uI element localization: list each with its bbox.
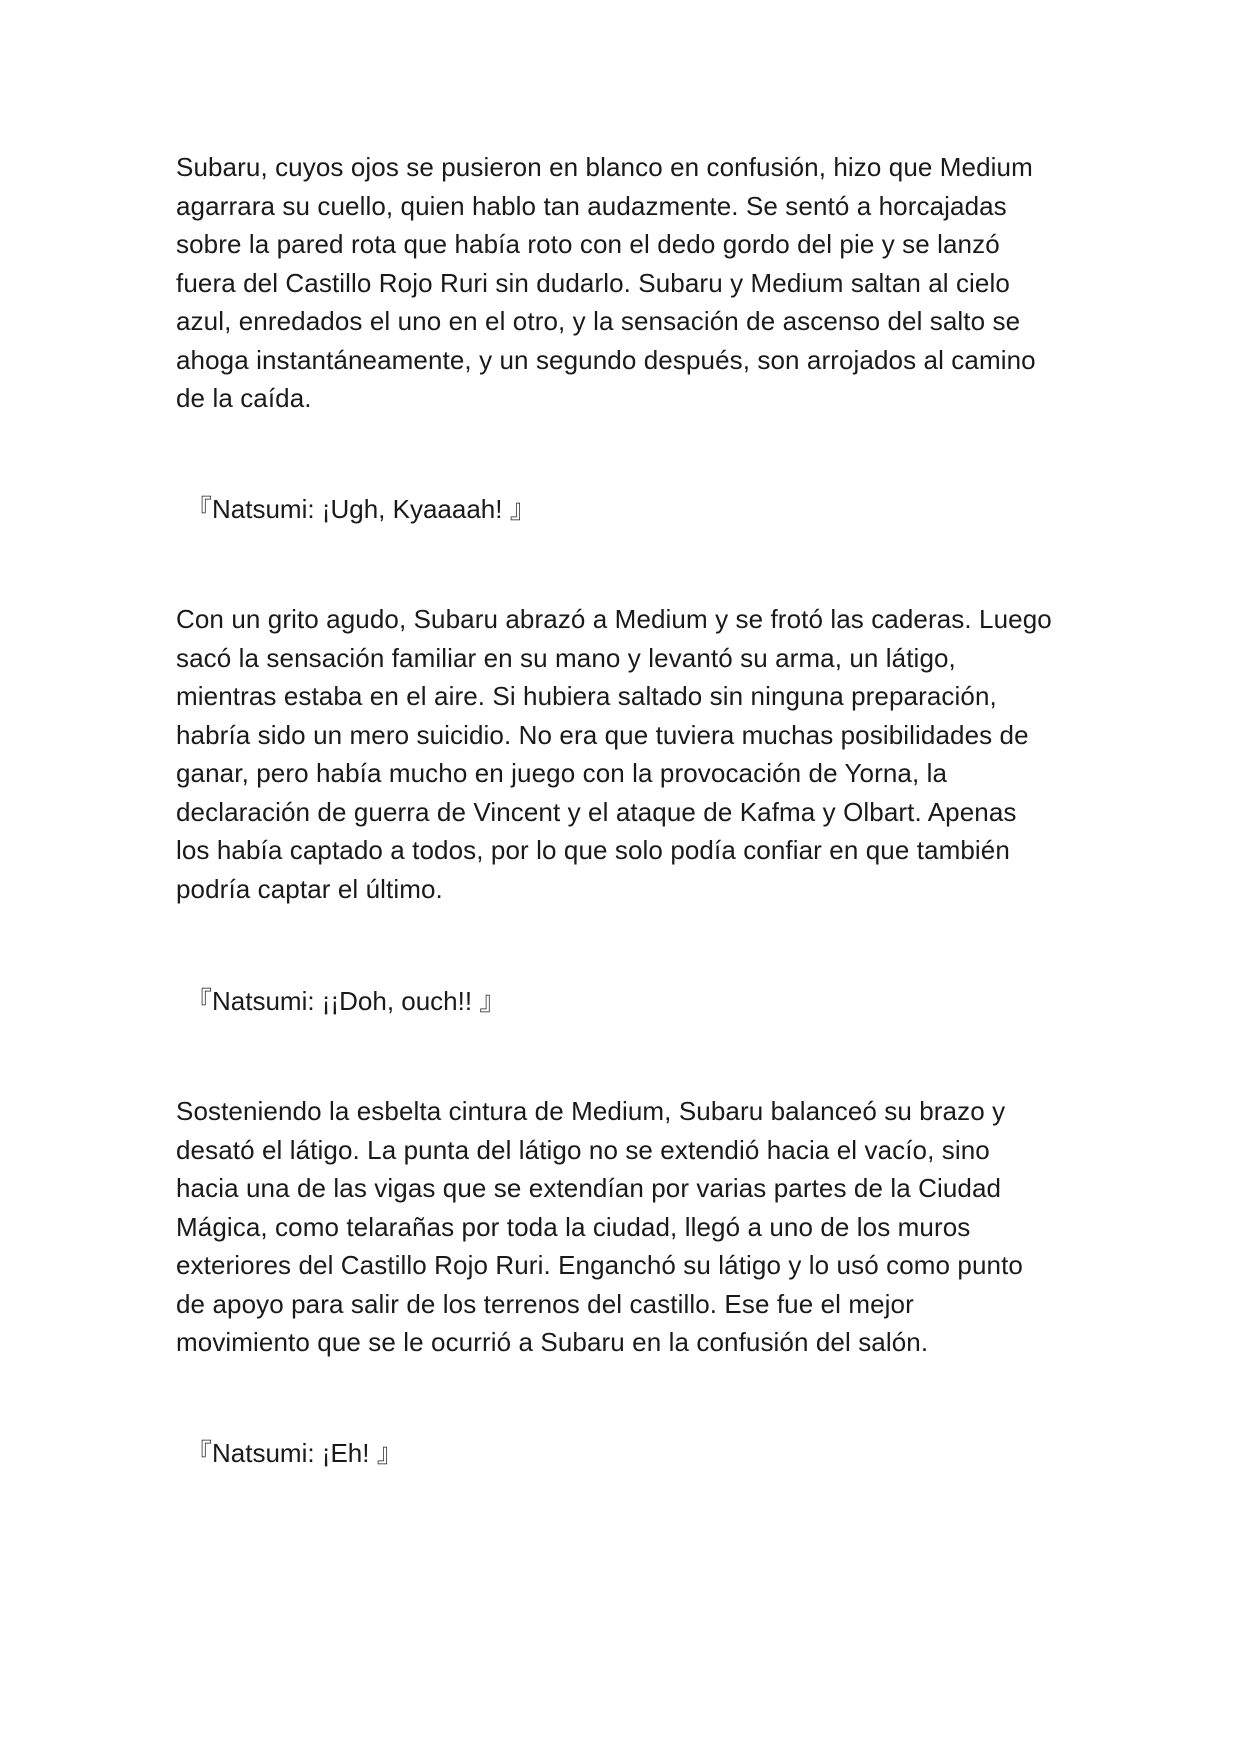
paragraph-line: sacó la sensación familiar en su mano y levantó su arma, un látigo, xyxy=(176,642,956,673)
paragraph-line: podría captar el último. xyxy=(176,873,443,904)
paragraph-line: azul, enredados el uno en el otro, y la sensación de ascenso del salto se xyxy=(176,306,1021,336)
paragraph-line: agarrara su cuello, quien hablo tan audazmente. Se sentó a horcajadas xyxy=(176,190,1007,221)
paragraph-2 xyxy=(176,600,1076,908)
paragraph-line: hacia una de las vigas que se extendían por varias partes de la Ciudad xyxy=(176,1173,1002,1203)
paragraph-line: desató el látigo. La punta del látigo no se extendió hacia el vacío, sino xyxy=(176,1134,990,1165)
dialogue-line-1: 『Natsumi: ¡Ugh, Kyaaaah! 』 xyxy=(186,494,536,524)
paragraph-line: Sosteniendo la esbelta cintura de Medium, Subaru balanceó su brazo y xyxy=(176,1096,1006,1126)
paragraph-line: los había captado a todos, por lo que solo podía confiar en que también xyxy=(176,835,1010,865)
paragraph-line: de apoyo para salir de los terrenos del castillo. Ese fue el mejor xyxy=(176,1288,914,1319)
dialogue-line-2: 『Natsumi: ¡¡Doh, ouch!! 』 xyxy=(186,986,506,1016)
paragraph-line: Mágica, como telarañas por toda la ciudad, llegó a uno de los muros xyxy=(176,1211,971,1242)
paragraph-line: fuera del Castillo Rojo Ruri sin dudarlo. Subaru y Medium saltan al cielo xyxy=(176,267,1010,298)
paragraph-line: mientras estaba en el aire. Si hubiera saltado sin ninguna preparación, xyxy=(176,681,997,711)
paragraph-line: sobre la pared rota que había roto con el dedo gordo del pie y se lanzó xyxy=(176,229,1000,259)
paragraph-line: declaración de guerra de Vincent y el ataque de Kafma y Olbart. Apenas xyxy=(176,796,1017,827)
paragraph-3 xyxy=(176,1092,1076,1362)
paragraph-line: Con un grito agudo, Subaru abrazó a Medium y se frotó las caderas. Luego xyxy=(176,604,1052,634)
paragraph-line: Subaru, cuyos ojos se pusieron en blanco en confusión, hizo que Medium xyxy=(176,152,1033,182)
paragraph-line: de la caída. xyxy=(176,383,312,413)
paragraph-line: ganar, pero había mucho en juego con la provocación de Yorna, la xyxy=(176,758,948,788)
paragraph-line: habría sido un mero suicidio. No era que tuviera muchas posibilidades de xyxy=(176,719,1029,750)
paragraph-line: movimiento que se le ocurrió a Subaru en la confusión del salón. xyxy=(176,1327,929,1357)
paragraph-line: exteriores del Castillo Rojo Ruri. Enganchó su látigo y lo usó como punto xyxy=(176,1250,1023,1280)
dialogue-line-3: 『Natsumi: ¡Eh! 』 xyxy=(186,1438,403,1468)
paragraph-line: ahoga instantáneamente, y un segundo después, son arrojados al camino xyxy=(176,344,1036,375)
paragraph-1 xyxy=(176,148,1076,418)
